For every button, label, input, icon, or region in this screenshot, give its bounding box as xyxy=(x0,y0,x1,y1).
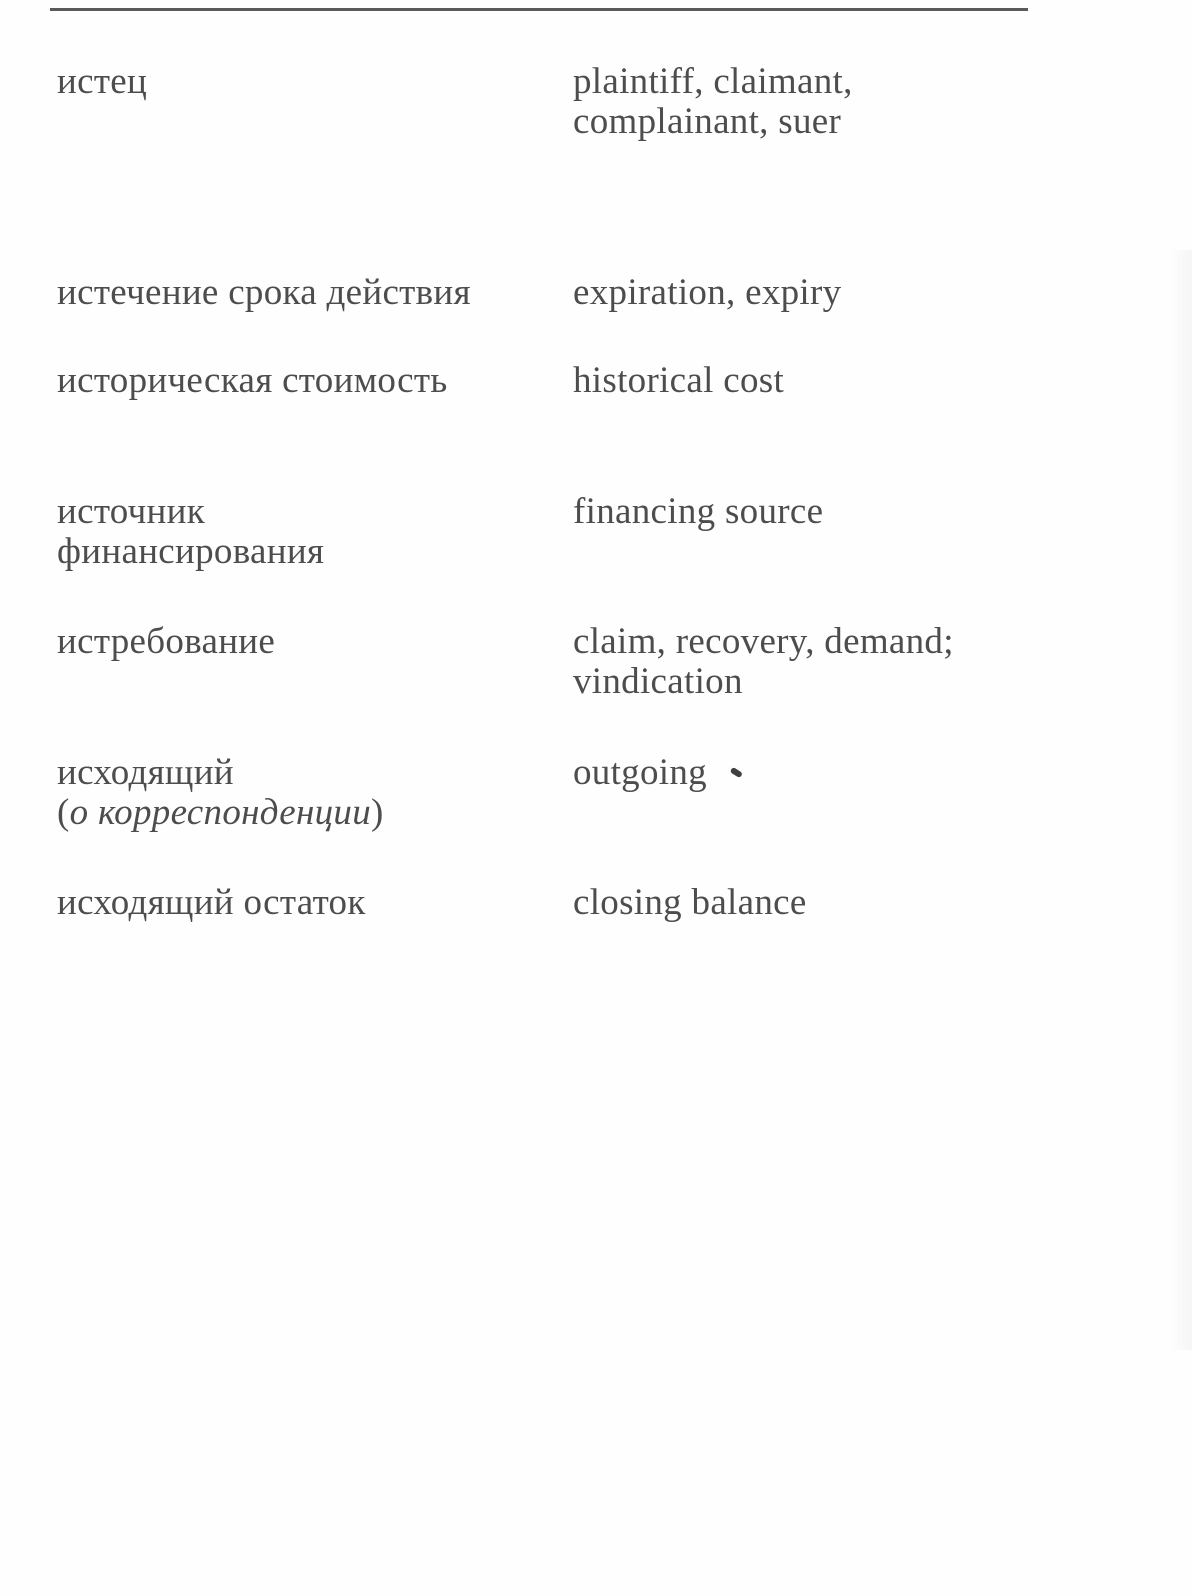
english-translation-line xyxy=(573,753,1043,793)
english-translation xyxy=(573,62,1043,142)
russian-term-line: истребование xyxy=(57,621,276,662)
russian-term-line: исходящий остаток xyxy=(57,882,366,923)
english-translation-line: financing source xyxy=(573,491,824,532)
english-translation-line: plaintiff, claimant, xyxy=(573,61,853,102)
russian-term-note-line: (о корреспонденции) xyxy=(57,792,384,833)
russian-term xyxy=(57,622,547,662)
russian-term xyxy=(57,883,547,923)
english-translation-line: claim, recovery, demand; xyxy=(573,621,954,662)
english-translation xyxy=(573,273,1043,313)
english-translation xyxy=(573,492,1043,532)
russian-term xyxy=(57,361,547,401)
russian-term-line: исходящий xyxy=(57,752,234,793)
russian-term-line: истечение срока действия xyxy=(57,272,471,313)
english-translation-line: closing balance xyxy=(573,882,807,923)
english-translation-text: outgoing xyxy=(573,752,707,793)
english-translation xyxy=(573,361,1043,401)
russian-term-line: истец xyxy=(57,61,148,102)
english-translation-line: vindication xyxy=(573,661,743,702)
russian-term xyxy=(57,273,547,313)
english-translation-line: historical cost xyxy=(573,360,785,401)
english-translation xyxy=(573,883,1043,923)
english-translation-line: complainant, suer xyxy=(573,101,842,142)
russian-term xyxy=(57,492,547,572)
russian-term-line: финансирования xyxy=(57,531,325,572)
english-translation xyxy=(573,753,1043,793)
page-edge-shadow xyxy=(1170,250,1192,1350)
top-rule xyxy=(50,8,1028,11)
russian-term-line: историческая стоимость xyxy=(57,360,448,401)
english-translation xyxy=(573,622,1043,702)
english-translation-line: expiration, expiry xyxy=(573,272,842,313)
ink-mark xyxy=(730,767,743,778)
russian-term xyxy=(57,753,547,833)
russian-term xyxy=(57,62,547,102)
russian-term-note: о корреспонденции xyxy=(69,792,372,833)
russian-term-line: источник xyxy=(57,491,206,532)
